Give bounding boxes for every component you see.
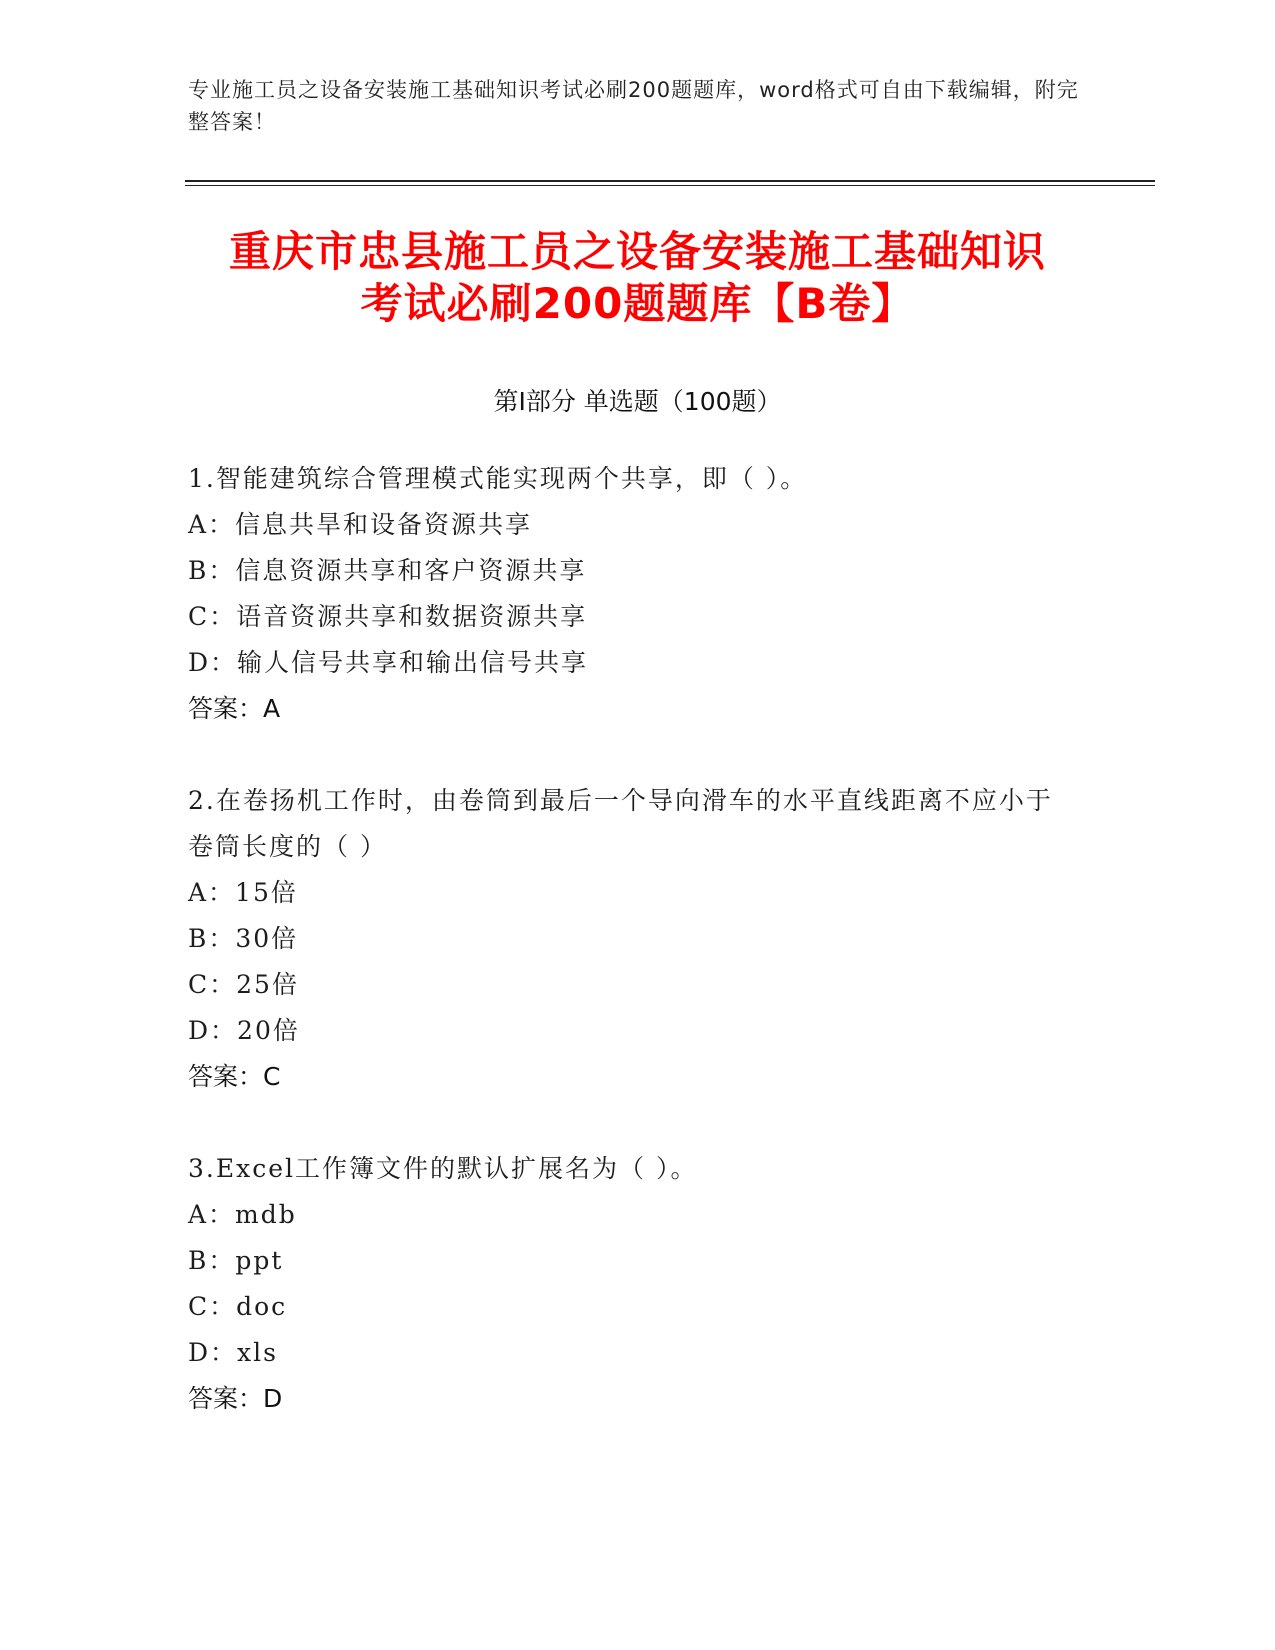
option-b: B：30倍 bbox=[188, 924, 299, 953]
option-c: C：25倍 bbox=[188, 970, 299, 999]
page-title bbox=[180, 226, 1095, 330]
option-a: A：mdb bbox=[188, 1200, 297, 1229]
title-line-1: 重庆市忠县施工员之设备安装施工基础知识 bbox=[228, 227, 1046, 276]
option-b: B：ppt bbox=[188, 1246, 284, 1275]
answer: 答案：C bbox=[188, 1062, 281, 1091]
question-3 bbox=[188, 1146, 1068, 1422]
option-c: C：doc bbox=[188, 1292, 288, 1321]
option-d: D：输人信号共享和输出信号共享 bbox=[188, 648, 589, 677]
question-2 bbox=[188, 778, 1068, 1100]
option-d: D：20倍 bbox=[188, 1016, 300, 1045]
answer: 答案：A bbox=[188, 694, 281, 723]
question-stem: 3.Excel工作簿文件的默认扩展名为（ ）。 bbox=[188, 1154, 698, 1183]
option-a: A：15倍 bbox=[188, 878, 298, 907]
question-1 bbox=[188, 456, 1068, 732]
title-line-2: 考试必刷200题题库【B卷】 bbox=[360, 279, 915, 328]
option-b: B：信息资源共享和客户资源共享 bbox=[188, 556, 587, 585]
header-divider bbox=[185, 180, 1155, 182]
header-note: 专业施工员之设备安装施工基础知识考试必刷200题题库，word格式可自由下载编辑，附完整答案！ bbox=[188, 78, 1079, 134]
answer: 答案：D bbox=[188, 1384, 283, 1413]
question-stem: 2.在卷扬机工作时，由卷筒到最后一个导向滑车的水平直线距离不应小于卷筒长度的（ ） bbox=[188, 786, 1053, 861]
header-divider-thin bbox=[185, 185, 1155, 186]
option-d: D：xls bbox=[188, 1338, 278, 1367]
option-a: A：信息共旱和设备资源共享 bbox=[188, 510, 533, 539]
question-stem: 1.智能建筑综合管理模式能实现两个共享，即（ ）。 bbox=[188, 464, 808, 493]
section-title: 第I部分 单选题（100题） bbox=[493, 387, 782, 416]
option-c: C：语音资源共享和数据资源共享 bbox=[188, 602, 588, 631]
